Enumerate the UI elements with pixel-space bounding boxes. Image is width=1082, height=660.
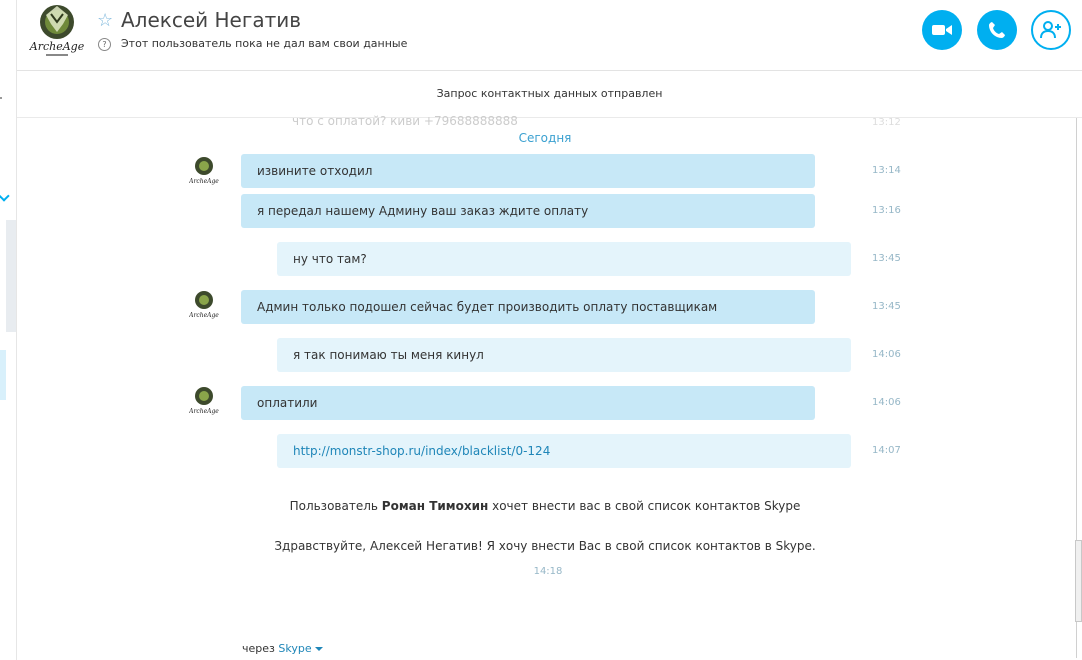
sender-avatar[interactable] (189, 156, 219, 186)
message-time: 13:45 (872, 253, 901, 264)
svg-text:ArcheAge: ArcheAge (189, 408, 219, 415)
video-camera-icon (931, 22, 953, 38)
avatar-logo-text: ArcheAge (29, 40, 85, 53)
via-service[interactable]: Skype (278, 642, 312, 655)
message-time: 13:45 (872, 301, 901, 312)
message-time: 13:16 (872, 205, 901, 216)
conversation-header (17, 0, 1082, 71)
sidebar-dot (0, 97, 2, 99)
phone-icon (987, 20, 1007, 40)
request-suffix: хочет внести вас в свой список контактов Skype (492, 499, 801, 513)
request-prefix: Пользователь (289, 499, 378, 513)
faded-previous-time: 13:12 (872, 117, 901, 128)
video-call-button[interactable] (922, 10, 962, 50)
sender-avatar[interactable] (189, 290, 219, 320)
contact-name: Алексей Негатив (121, 8, 302, 32)
request-user-name[interactable]: Роман Тимохин (381, 499, 489, 513)
message-bubble-outgoing-link[interactable]: http://monstr-shop.ru/index/blacklist/0-124 (277, 434, 851, 468)
help-icon[interactable]: ? (98, 38, 111, 51)
contact-request-notice: Запрос контактных данных отправлен (17, 71, 1082, 118)
check-icon (0, 190, 10, 201)
message-bubble-incoming[interactable]: оплатили (241, 386, 815, 420)
message-bubble-outgoing[interactable]: я так понимаю ты меня кинул (277, 338, 851, 372)
left-sidebar-edge (0, 0, 17, 660)
send-via-selector[interactable] (242, 642, 323, 655)
sender-avatar[interactable] (189, 386, 219, 416)
svg-text:ArcheAge: ArcheAge (189, 178, 219, 185)
audio-call-button[interactable] (977, 10, 1017, 50)
add-contact-button[interactable] (1031, 10, 1071, 50)
faded-previous-message: что с оплатой? киви +79688888888 (292, 114, 518, 128)
contact-request-message (0, 499, 1082, 513)
message-time: 13:14 (872, 165, 901, 176)
contact-avatar[interactable] (29, 2, 85, 60)
sidebar-scroll-thumb[interactable] (6, 220, 16, 332)
date-separator: Сегодня (518, 131, 572, 145)
message-time: 14:06 (872, 397, 901, 408)
contact-status: Этот пользователь пока не дал вам свои данные (121, 37, 408, 50)
message-time: 14:07 (872, 445, 901, 456)
contact-request-greeting: Здравствуйте, Алексей Негатив! Я хочу внести Вас в свой список контактов в Skype. (274, 539, 816, 553)
sidebar-selected-item[interactable] (0, 350, 6, 400)
chevron-down-icon[interactable] (315, 647, 323, 651)
message-time: 14:06 (872, 349, 901, 360)
svg-text:ArcheAge: ArcheAge (189, 312, 219, 319)
favorite-star-icon[interactable]: ☆ (97, 10, 114, 31)
message-bubble-incoming[interactable]: я передал нашему Админу ваш заказ ждите оплату (241, 194, 815, 228)
message-bubble-incoming[interactable]: Админ только подошел сейчас будет производить оплату поставщикам (241, 290, 815, 324)
via-label: через (242, 642, 275, 655)
message-bubble-incoming[interactable]: извините отходил (241, 154, 815, 188)
message-bubble-outgoing[interactable]: ну что там? (277, 242, 851, 276)
system-message-time: 14:18 (533, 566, 563, 577)
add-person-icon (1039, 20, 1063, 40)
